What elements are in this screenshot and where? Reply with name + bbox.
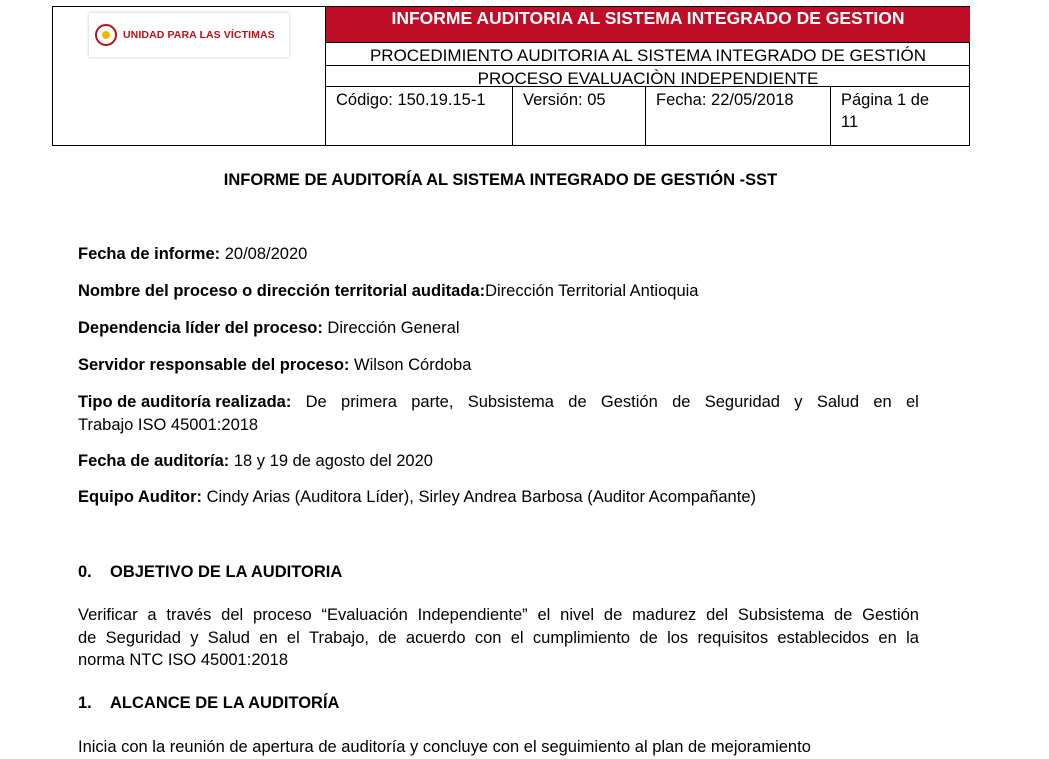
alcance-line1: Inicia con la reunión de apertura de auditoría y concluye con el seguimiento al plan de mejoramiento <box>78 738 811 756</box>
word: en <box>878 628 897 647</box>
objetivo-line1 <box>78 604 919 627</box>
fecha-auditoria-label: Fecha de auditoría: <box>78 452 230 470</box>
word: la <box>906 628 919 647</box>
logo-text: UNIDAD PARA LAS VÍCTIMAS <box>123 29 275 41</box>
document-title: INFORME DE AUDITORÍA AL SISTEMA INTEGRADO DE GESTIÓN -SST <box>223 171 778 189</box>
word: Subsistema <box>737 606 825 624</box>
word: requisitos <box>697 628 769 647</box>
word: Subsistema <box>467 393 554 411</box>
word: madurez <box>632 606 697 624</box>
word: cumplimiento <box>532 628 631 647</box>
word: Verificar <box>78 606 138 624</box>
word: de <box>78 628 97 647</box>
date-text: Fecha: 22/05/2018 <box>656 91 794 109</box>
word: parte, <box>411 393 454 411</box>
page-cell <box>831 87 970 146</box>
dependencia-label: Dependencia líder del proceso: <box>78 319 323 337</box>
logo-cell <box>53 7 326 146</box>
word: del <box>221 606 244 624</box>
word: el <box>510 628 524 647</box>
seal-icon <box>95 24 117 46</box>
fecha-auditoria-field <box>78 452 433 471</box>
page-text-line1: Página 1 de <box>841 91 930 109</box>
dependencia-field <box>78 319 459 338</box>
word: y <box>794 393 803 411</box>
word: el <box>537 606 551 624</box>
fecha-informe-value: 20/08/2020 <box>224 245 308 263</box>
section-number: 1. <box>78 694 92 712</box>
word: Gestión <box>600 393 658 411</box>
section-number: 0. <box>78 563 92 581</box>
equipo-auditor-value: Cindy Arias (Auditora Líder), Sirley Andrea Barbosa (Auditor Acompañante) <box>206 488 756 506</box>
version-text: Versión: 05 <box>523 91 606 109</box>
word: Trabajo, <box>309 628 369 647</box>
word: “Evaluación <box>321 606 408 624</box>
section-title: OBJETIVO DE LA AUDITORIA <box>110 563 343 581</box>
word: Seguridad <box>704 393 780 411</box>
word: del <box>706 606 729 624</box>
word: a <box>147 606 157 624</box>
word: establecidos <box>777 628 870 647</box>
tipo-auditoria-line1 <box>78 391 919 414</box>
fecha-informe-field <box>78 245 307 264</box>
header-procedure: PROCEDIMIENTO AUDITORIA AL SISTEMA INTEGRADO DE GESTIÓN <box>326 43 970 66</box>
tipo-auditoria-label: Tipo de auditoría realizada: <box>78 393 292 411</box>
objetivo-paragraph <box>78 604 919 672</box>
section-objetivo-heading <box>78 563 342 582</box>
fecha-informe-label: Fecha de informe: <box>78 245 221 263</box>
word: el <box>286 628 300 647</box>
word: nivel <box>560 606 595 624</box>
word: de <box>639 628 658 647</box>
tipo-auditoria-line2: Trabajo ISO 45001:2018 <box>78 416 259 434</box>
word: de <box>568 393 587 411</box>
word: los <box>667 628 689 647</box>
equipo-auditor-label: Equipo Auditor: <box>78 488 203 506</box>
word: Salud <box>207 628 250 647</box>
code-cell <box>326 87 513 146</box>
objetivo-line3: norma NTC ISO 45001:2018 <box>78 651 289 669</box>
tipo-auditoria-field <box>78 391 919 437</box>
word: Salud <box>816 393 860 411</box>
word: proceso <box>253 606 312 624</box>
servidor-field <box>78 356 471 375</box>
code-text: Código: 150.19.15-1 <box>336 91 486 109</box>
word: acuerdo <box>405 628 466 647</box>
word: De <box>305 393 327 411</box>
word: el <box>905 393 919 411</box>
nombre-proceso-field <box>78 282 698 301</box>
header-meta-row <box>326 87 970 146</box>
word: de <box>603 606 623 624</box>
alcance-paragraph <box>78 736 919 759</box>
section-title: ALCANCE DE LA AUDITORÍA <box>110 694 340 712</box>
word: primera <box>341 393 397 411</box>
word: con <box>474 628 502 647</box>
word: de <box>378 628 397 647</box>
dependencia-value: Dirección General <box>327 319 460 337</box>
nombre-proceso-value: Dirección Territorial Antioquia <box>485 282 699 300</box>
page-text-line2: 11 <box>841 113 859 131</box>
nombre-proceso-label: Nombre del proceso o dirección territorial auditada: <box>78 282 486 300</box>
word: través <box>166 606 212 624</box>
word: de <box>833 606 853 624</box>
version-cell <box>513 87 646 146</box>
word: Gestión <box>862 606 919 624</box>
word: Independiente” <box>417 606 528 624</box>
unidad-victimas-logo <box>89 13 289 57</box>
word: de <box>672 393 691 411</box>
servidor-value: Wilson Córdoba <box>354 356 472 374</box>
section-alcance-heading <box>78 694 339 713</box>
word: en <box>873 393 892 411</box>
document-header <box>52 6 970 146</box>
servidor-label: Servidor responsable del proceso: <box>78 356 350 374</box>
date-cell <box>646 87 831 146</box>
word: y <box>190 628 199 647</box>
objetivo-line2 <box>78 627 919 650</box>
word: en <box>259 628 278 647</box>
fecha-auditoria-value: 18 y 19 de agosto del 2020 <box>233 452 433 470</box>
header-process: PROCESO EVALUACIÒN INDEPENDIENTE <box>326 66 970 87</box>
header-title: INFORME AUDITORIA AL SISTEMA INTEGRADO DE GESTION <box>326 7 970 43</box>
equipo-auditor-field <box>78 488 756 507</box>
word: Seguridad <box>105 628 181 647</box>
